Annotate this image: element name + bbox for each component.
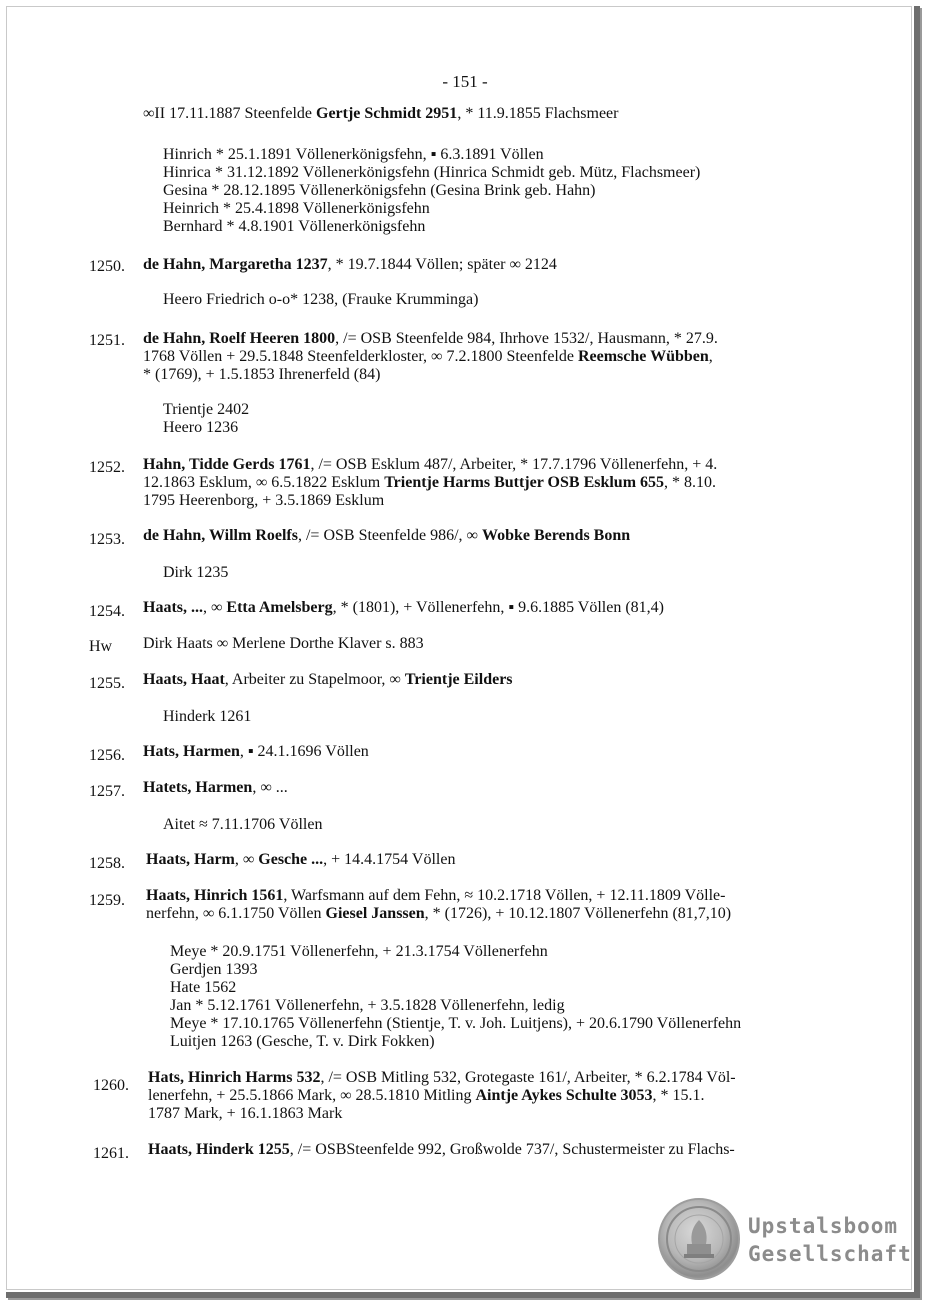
entry-text: 1787 Mark, + 16.1.1863 Mark [148,1105,343,1122]
entry-number: 1256. [89,747,125,764]
entry-text: * (1769), + 1.5.1853 Ihrenerfeld (84) [143,366,381,383]
child-line: Bernhard * 4.8.1901 Völlenerkönigsfehn [163,218,426,235]
entry-heading: Hats, Harmen, ▪ 24.1.1696 Völlen [143,743,369,760]
entry-number: 1261. [93,1145,129,1162]
entry-number: 1260. [93,1077,129,1094]
child-line: Hate 1562 [170,979,237,996]
entry-heading: Haats, Haat, Arbeiter zu Stapelmoor, ∞ Trientje Eilders [143,671,513,688]
child-line: Gerdjen 1393 [170,961,258,978]
entry-number: 1250. [89,258,125,275]
child-line: Gesina * 28.12.1895 Völlenerkönigsfehn (Gesina Brink geb. Hahn) [163,182,596,199]
entry-text: lenerfehn, + 25.5.1866 Mark, ∞ 28.5.1810 Mitling Aintje Aykes Schulte 3053, * 15.1. [148,1087,705,1104]
child-line: Heero 1236 [163,419,239,436]
entry-heading: de Hahn, Margaretha 1237, * 19.7.1844 Völlen; später ∞ 2124 [143,256,557,273]
entry-heading: Haats, Hinrich 1561, Warfsmann auf dem Fehn, ≈ 10.2.1718 Völlen, + 12.11.1809 Völle- [146,887,726,904]
entry-number: 1255. [89,675,125,692]
logo-text-line2: Gesellschaft [748,1242,912,1266]
child-line: Heero Friedrich o-o* 1238, (Frauke Krumminga) [163,291,479,308]
child-line: Meye * 17.10.1765 Völlenerfehn (Stientje, T. v. Joh. Luitjens), + 20.6.1790 Völlenerfehn [170,1015,742,1032]
entry-heading: Haats, Harm, ∞ Gesche ..., + 14.4.1754 Völlen [146,851,456,868]
entry-number: 1254. [89,603,125,620]
society-seal-icon [658,1198,740,1280]
child-line: Meye * 20.9.1751 Völlenerfehn, + 21.3.1754 Völlenerfehn [170,943,548,960]
entry-heading: Hats, Hinrich Harms 532, /= OSB Mitling 532, Grotegaste 161/, Arbeiter, * 6.2.1784 Völ- [148,1069,736,1086]
seal-emblem-icon [660,1200,738,1278]
entry-text: Dirk Haats ∞ Merlene Dorthe Klaver s. 883 [143,635,424,652]
child-line: Luitjen 1263 (Gesche, T. v. Dirk Fokken) [170,1033,435,1050]
child-line: Trientje 2402 [163,401,250,418]
child-line: Heinrich * 25.4.1898 Völlenerkönigsfehn [163,200,430,217]
child-line: Jan * 5.12.1761 Völlenerfehn, + 3.5.1828 Völlenerfehn, ledig [170,997,565,1014]
entry-heading: Haats, ..., ∞ Etta Amelsberg, * (1801), + Völlenerfehn, ▪ 9.6.1885 Völlen (81,4) [143,599,664,616]
logo-text-line1: Upstalsboom [748,1214,899,1238]
child-line: Hinrich * 25.1.1891 Völlenerkönigsfehn, ▪ 6.3.1891 Völlen [163,146,544,163]
entry-number: 1258. [89,855,125,872]
entry-heading: de Hahn, Roelf Heeren 1800, /= OSB Steenfelde 984, Ihrhove 1532/, Hausmann, * 27.9. [143,330,718,347]
entry-heading: Haats, Hinderk 1255, /= OSBSteenfelde 992, Großwolde 737/, Schustermeister zu Flachs- [148,1141,735,1158]
entry-text: 1795 Heerenborg, + 3.5.1869 Esklum [143,492,385,509]
entry-number: 1257. [89,783,125,800]
entry-number: 1253. [89,531,125,548]
entry-heading: Hahn, Tidde Gerds 1761, /= OSB Esklum 487/, Arbeiter, * 17.7.1796 Völlenerfehn, + 4. [143,456,718,473]
child-line: Hinrica * 31.12.1892 Völlenerkönigsfehn (Hinrica Schmidt geb. Mütz, Flachsmeer) [163,164,701,181]
page-number: - 151 - [442,72,488,91]
child-line: Hinderk 1261 [163,708,252,725]
entry-number: 1252. [89,459,125,476]
entry-number: 1259. [89,892,125,909]
marriage-line: ∞II 17.11.1887 Steenfelde Gertje Schmidt 2951, * 11.9.1855 Flachsmeer [143,105,619,122]
entry-text: nerfehn, ∞ 6.1.1750 Völlen Giesel Janssen, * (1726), + 10.12.1807 Völlenerfehn (81,7,10) [146,905,732,922]
entry-number: 1251. [89,332,125,349]
entry-heading: de Hahn, Willm Roelfs, /= OSB Steenfelde 986/, ∞ Wobke Berends Bonn [143,527,631,544]
entry-text: 12.1863 Esklum, ∞ 6.5.1822 Esklum Trientje Harms Buttjer OSB Esklum 655, * 8.10. [143,474,717,491]
entry-heading: Hatets, Harmen, ∞ ... [143,779,288,796]
entry-number: Hw [89,638,113,655]
child-line: Dirk 1235 [163,564,229,581]
child-line: Aitet ≈ 7.11.1706 Völlen [163,816,323,833]
entry-text: 1768 Völlen + 29.5.1848 Steenfelderkloster, ∞ 7.2.1800 Steenfelde Reemsche Wübben, [143,348,713,365]
